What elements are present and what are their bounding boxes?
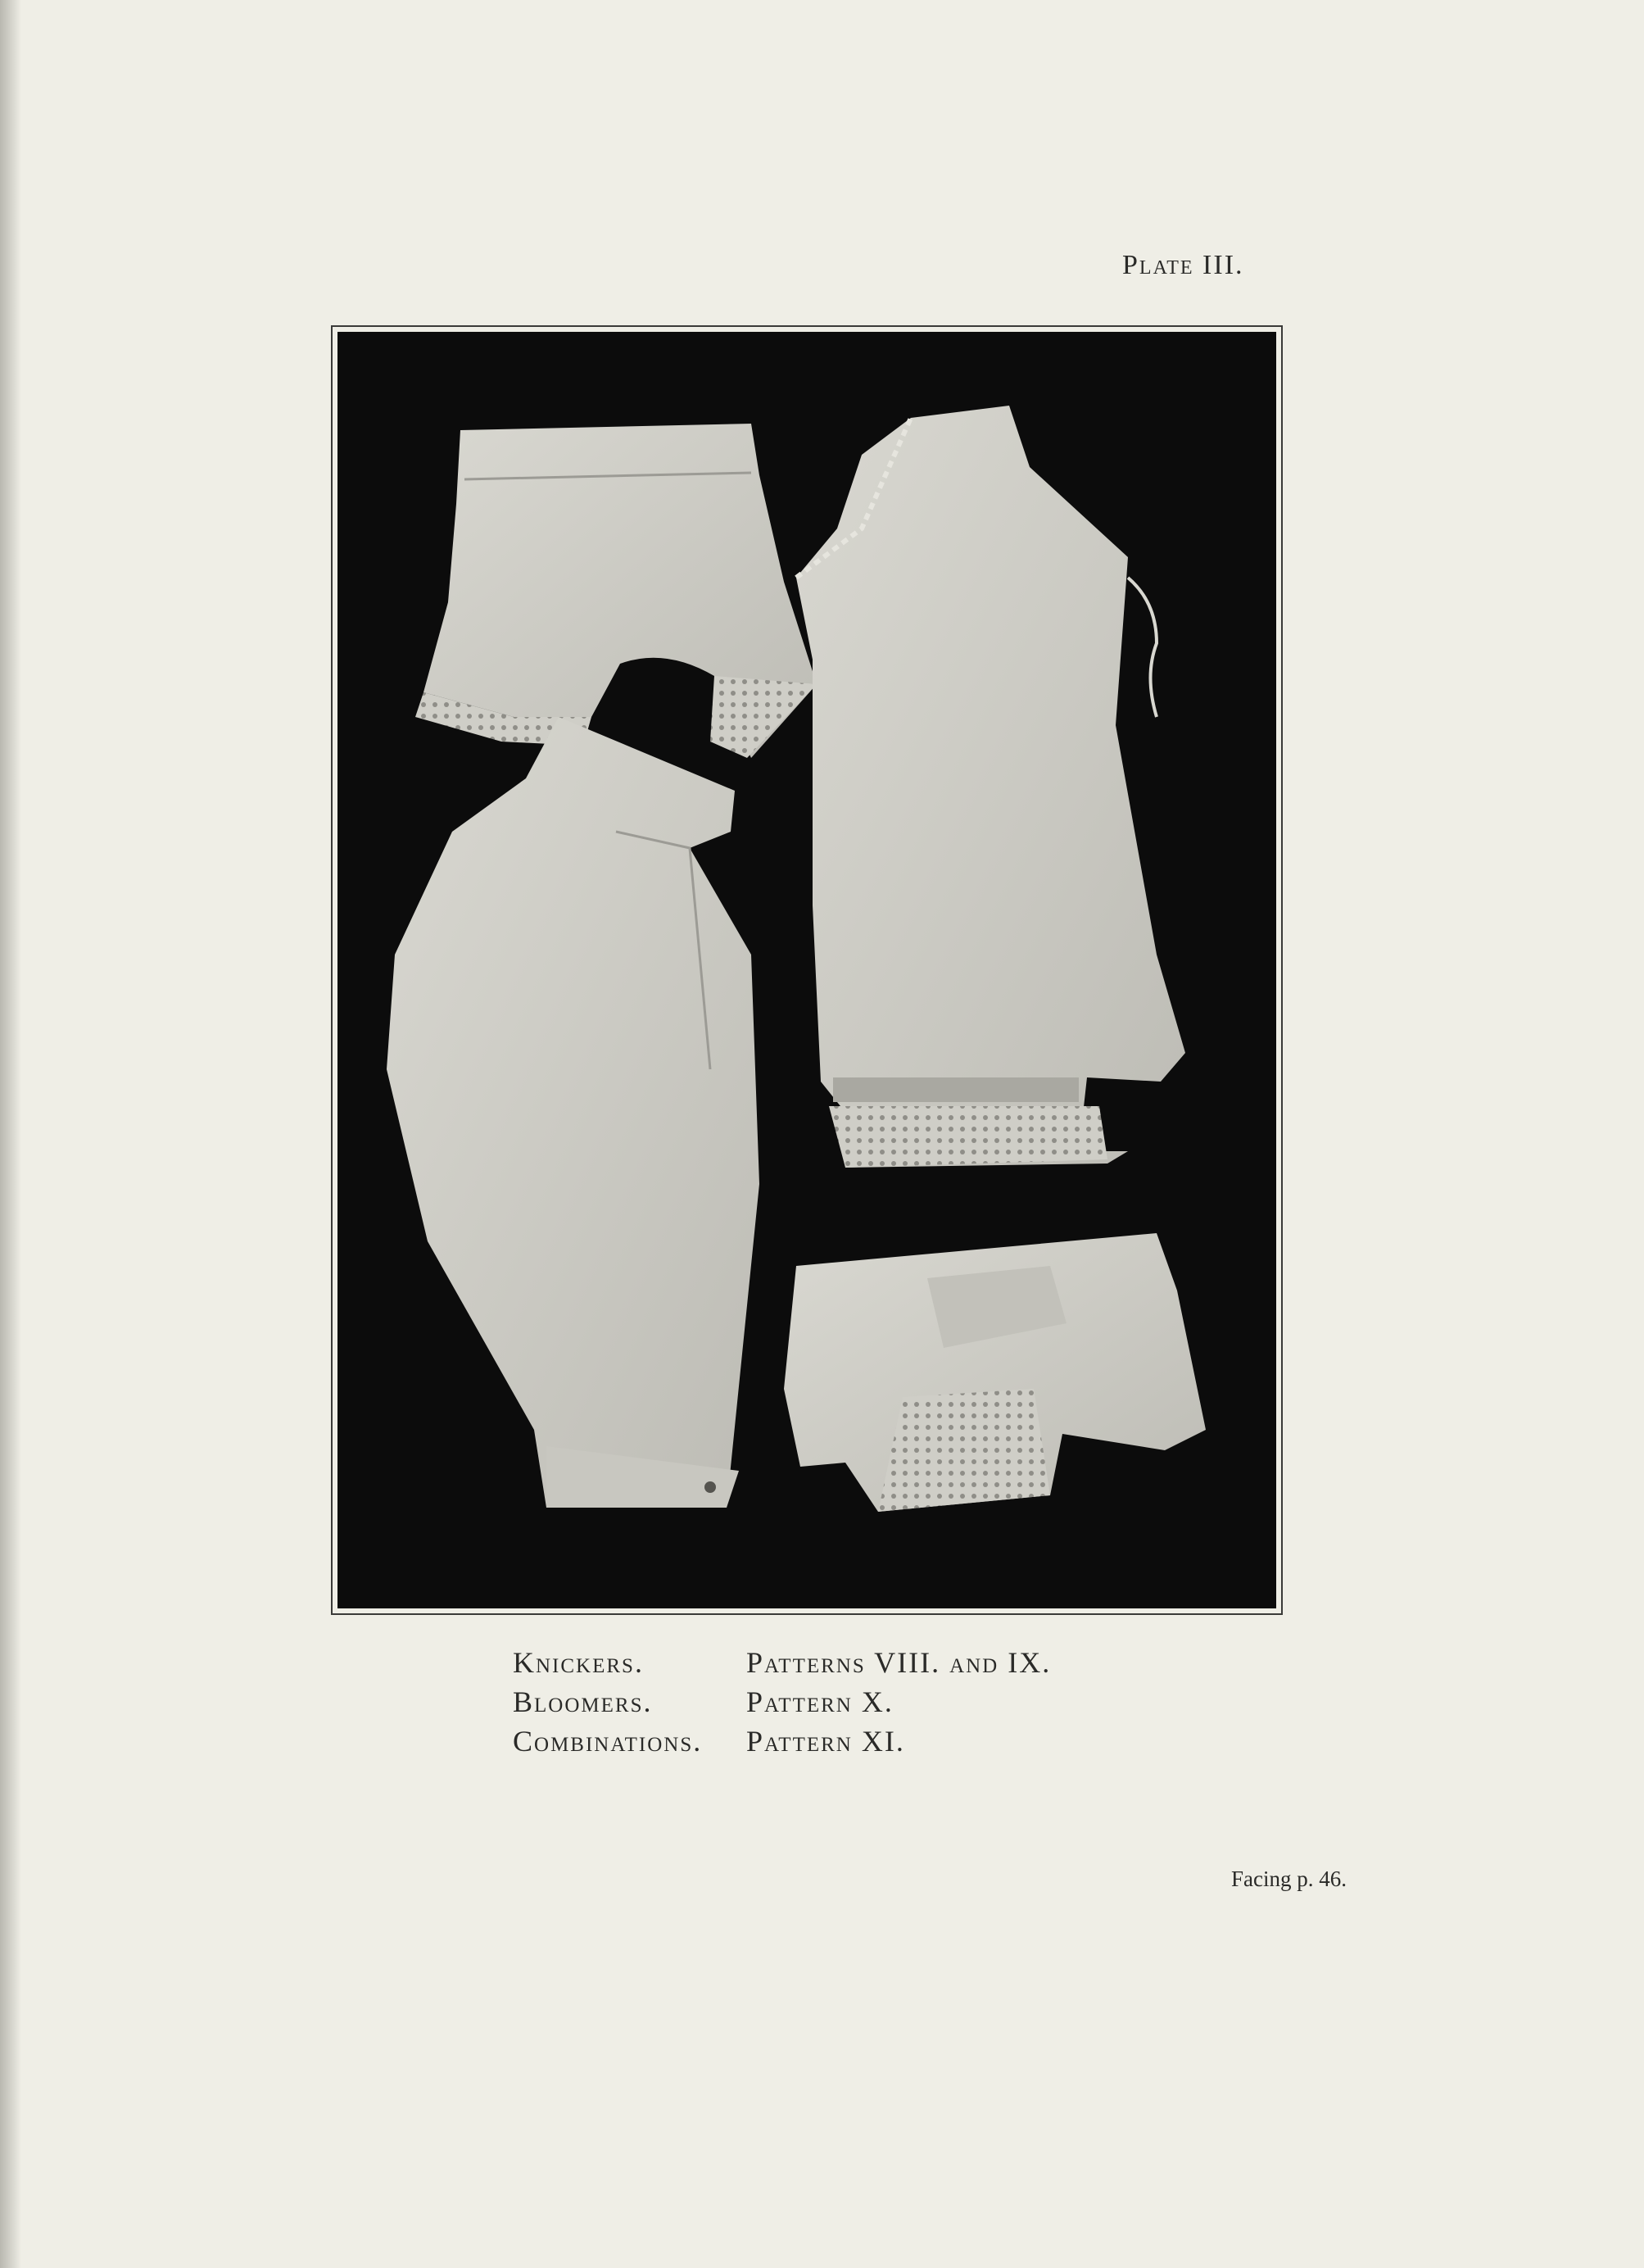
plate-photograph-frame xyxy=(331,325,1283,1615)
caption-row xyxy=(513,1643,1051,1682)
facing-page-note: Facing p. 46. xyxy=(1231,1867,1347,1891)
caption-row xyxy=(513,1682,1051,1721)
caption-garment: Combinations. xyxy=(513,1725,703,1758)
garments-illustration xyxy=(337,332,1276,1608)
caption-garment: Knickers. xyxy=(513,1646,644,1679)
caption-garment: Bloomers. xyxy=(513,1685,653,1718)
plate-photograph xyxy=(337,332,1276,1608)
combinations-garment xyxy=(796,406,1185,1168)
plate-number: Plate III. xyxy=(1122,250,1244,280)
plate-caption xyxy=(513,1643,1051,1761)
page-binding-shadow xyxy=(0,0,21,2268)
folded-garment xyxy=(784,1233,1206,1512)
caption-row xyxy=(513,1721,1051,1761)
caption-pattern: Patterns VIII. and IX. xyxy=(746,1646,1052,1679)
bloomers-garment xyxy=(387,717,759,1508)
caption-pattern: Pattern X. xyxy=(746,1685,894,1718)
caption-pattern: Pattern XI. xyxy=(746,1725,905,1758)
knickers-garment xyxy=(415,424,817,758)
